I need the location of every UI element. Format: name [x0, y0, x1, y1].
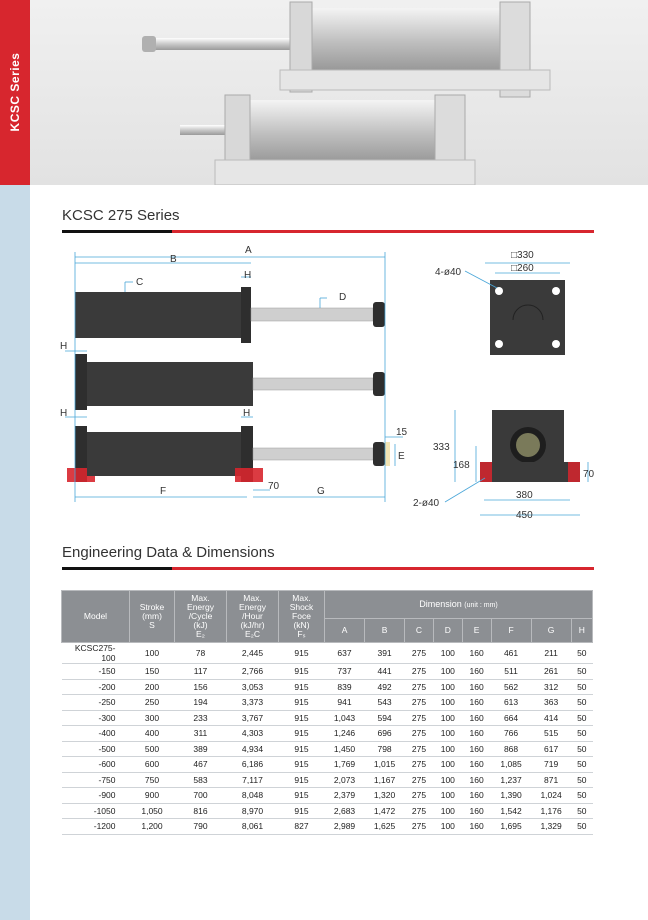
table-cell: 915 [279, 757, 325, 773]
table-cell: 915 [279, 695, 325, 711]
table-cell: 562 [491, 679, 531, 695]
header-dim-c: C [405, 619, 434, 643]
table-cell: 100 [433, 819, 462, 835]
header-dim-f: F [491, 619, 531, 643]
cell-model: -1050 [62, 803, 130, 819]
table-cell: 100 [433, 643, 462, 664]
table-cell: 915 [279, 726, 325, 742]
table-cell: 50 [571, 664, 592, 680]
table-cell: 543 [365, 695, 405, 711]
dim-label-450: 450 [516, 510, 533, 521]
cell-model: -750 [62, 772, 130, 788]
table-cell: 275 [405, 695, 434, 711]
table-cell: 312 [531, 679, 571, 695]
table-cell: 50 [571, 819, 592, 835]
table-cell: 78 [175, 643, 227, 664]
side-tab-label: KCSC Series [8, 52, 22, 132]
table-cell: 1,542 [491, 803, 531, 819]
dim-label-c: C [136, 277, 144, 288]
table-cell: 414 [531, 710, 571, 726]
table-cell: 3,373 [227, 695, 279, 711]
table-cell: 50 [571, 772, 592, 788]
table-row [62, 788, 593, 804]
table-row [62, 819, 593, 835]
dim-label-333: 333 [433, 442, 450, 453]
header-dimension: Dimension (unit : mm) [325, 591, 593, 619]
table-cell: 50 [571, 643, 592, 664]
table-cell: 515 [531, 726, 571, 742]
table-cell: 275 [405, 679, 434, 695]
table-row [62, 772, 593, 788]
table-cell: 100 [433, 664, 462, 680]
table-cell: 2,683 [325, 803, 365, 819]
table-cell: 441 [365, 664, 405, 680]
dim-label-4holes: 4-ø40 [435, 267, 462, 278]
table-cell: 600 [130, 757, 175, 773]
table-cell: 160 [462, 757, 491, 773]
cell-model: -150 [62, 664, 130, 680]
table-cell: 100 [433, 695, 462, 711]
table-row [62, 664, 593, 680]
table-cell: 1,015 [365, 757, 405, 773]
header-dim-e: E [462, 619, 491, 643]
dim-label-e: E [398, 451, 405, 462]
dim-label-f: F [160, 486, 167, 497]
table-cell: 1,695 [491, 819, 531, 835]
table-cell: 156 [175, 679, 227, 695]
table-cell: 816 [175, 803, 227, 819]
table-cell: 275 [405, 772, 434, 788]
table-cell: 915 [279, 664, 325, 680]
table-cell: 915 [279, 803, 325, 819]
table-cell: 160 [462, 772, 491, 788]
table-cell: 594 [365, 710, 405, 726]
header-dim-b: B [365, 619, 405, 643]
engineering-data-table [61, 590, 593, 835]
table-cell: 100 [433, 803, 462, 819]
dim-label-a: A [245, 245, 252, 256]
table-cell: 2,989 [325, 819, 365, 835]
table-cell: 7,117 [227, 772, 279, 788]
header-dim-d: D [433, 619, 462, 643]
table-body [62, 643, 593, 835]
side-tab [0, 0, 30, 920]
table-cell: 50 [571, 741, 592, 757]
cell-model: -250 [62, 695, 130, 711]
table-cell: 6,186 [227, 757, 279, 773]
table-cell: 871 [531, 772, 571, 788]
section-title-engineering: Engineering Data & Dimensions [62, 544, 275, 561]
header-stroke: Stroke (mm) S [130, 591, 175, 643]
cylinder-view-bottom [67, 426, 390, 482]
flange-end-view [490, 280, 565, 355]
section-rule-2 [62, 567, 594, 570]
table-cell: 4,934 [227, 741, 279, 757]
table-cell: 160 [462, 726, 491, 742]
cell-model: -900 [62, 788, 130, 804]
table-cell: 275 [405, 741, 434, 757]
header-energy-cycle: Max. Energy /Cycle (kJ) E₂ [175, 591, 227, 643]
header-model: Model [62, 591, 130, 643]
table-cell: 696 [365, 726, 405, 742]
table-cell: 160 [462, 788, 491, 804]
table-row [62, 643, 593, 664]
table-cell: 4,303 [227, 726, 279, 742]
cell-model: KCSC275-100 [62, 643, 130, 664]
table-cell: 915 [279, 679, 325, 695]
table-cell: 8,061 [227, 819, 279, 835]
table-row [62, 757, 593, 773]
table-cell: 275 [405, 819, 434, 835]
table-cell: 2,379 [325, 788, 365, 804]
table-cell: 915 [279, 710, 325, 726]
table-cell: 1,625 [365, 819, 405, 835]
dim-label-sq260: □260 [511, 263, 534, 274]
table-cell: 275 [405, 726, 434, 742]
table-cell: 511 [491, 664, 531, 680]
table-cell: 233 [175, 710, 227, 726]
table-cell: 2,073 [325, 772, 365, 788]
table-row [62, 803, 593, 819]
table-cell: 492 [365, 679, 405, 695]
table-cell: 664 [491, 710, 531, 726]
table-cell: 737 [325, 664, 365, 680]
table-row [62, 695, 593, 711]
table-cell: 915 [279, 643, 325, 664]
table-cell: 798 [365, 741, 405, 757]
side-tab-red [0, 0, 30, 185]
table-cell: 766 [491, 726, 531, 742]
table-cell: 275 [405, 757, 434, 773]
table-cell: 500 [130, 741, 175, 757]
table-cell: 1,237 [491, 772, 531, 788]
table-cell: 839 [325, 679, 365, 695]
table-cell: 100 [433, 772, 462, 788]
table-cell: 1,472 [365, 803, 405, 819]
dim-label-2holes: 2-ø40 [413, 498, 440, 509]
dim-label-b: B [170, 254, 177, 265]
table-cell: 275 [405, 664, 434, 680]
table-row [62, 741, 593, 757]
table-cell: 790 [175, 819, 227, 835]
table-cell: 311 [175, 726, 227, 742]
table-cell: 915 [279, 772, 325, 788]
dim-label-g: G [317, 486, 325, 497]
table-cell: 117 [175, 664, 227, 680]
table-cell: 100 [433, 726, 462, 742]
table-cell: 160 [462, 819, 491, 835]
table-cell: 3,767 [227, 710, 279, 726]
table-cell: 50 [571, 695, 592, 711]
table-cell: 261 [531, 664, 571, 680]
table-cell: 1,167 [365, 772, 405, 788]
table-cell: 3,053 [227, 679, 279, 695]
dim-label-70: 70 [268, 481, 280, 492]
table-cell: 461 [491, 643, 531, 664]
table-cell: 100 [433, 679, 462, 695]
table-cell: 915 [279, 788, 325, 804]
table-cell: 8,970 [227, 803, 279, 819]
table-cell: 637 [325, 643, 365, 664]
table-cell: 389 [175, 741, 227, 757]
table-cell: 160 [462, 710, 491, 726]
table-cell: 275 [405, 803, 434, 819]
table-cell: 1,246 [325, 726, 365, 742]
table-cell: 400 [130, 726, 175, 742]
table-cell: 617 [531, 741, 571, 757]
table-cell: 250 [130, 695, 175, 711]
dim-label-h-left1: H [60, 341, 68, 352]
table-cell: 160 [462, 741, 491, 757]
dim-label-380: 380 [516, 490, 533, 501]
table-cell: 467 [175, 757, 227, 773]
dimension-diagram [55, 240, 600, 530]
table-cell: 50 [571, 803, 592, 819]
table-cell: 150 [130, 664, 175, 680]
header-shock-force: Max. Shock Foce (kN) Fₛ [279, 591, 325, 643]
cell-model: -200 [62, 679, 130, 695]
table-cell: 300 [130, 710, 175, 726]
cell-model: -600 [62, 757, 130, 773]
dim-label-h-left2: H [60, 408, 68, 419]
table-cell: 194 [175, 695, 227, 711]
table-cell: 1,176 [531, 803, 571, 819]
table-cell: 275 [405, 643, 434, 664]
table-cell: 200 [130, 679, 175, 695]
table-cell: 160 [462, 803, 491, 819]
table-cell: 8,048 [227, 788, 279, 804]
table-cell: 868 [491, 741, 531, 757]
table-cell: 1,320 [365, 788, 405, 804]
dim-label-15: 15 [396, 427, 408, 438]
table-cell: 1,329 [531, 819, 571, 835]
dim-label-168: 168 [453, 460, 470, 471]
table-cell: 100 [433, 710, 462, 726]
table-cell: 583 [175, 772, 227, 788]
table-cell: 1,390 [491, 788, 531, 804]
cell-model: -300 [62, 710, 130, 726]
table-cell: 363 [531, 695, 571, 711]
table-cell: 750 [130, 772, 175, 788]
table-cell: 915 [279, 741, 325, 757]
table-cell: 160 [462, 643, 491, 664]
cell-model: -400 [62, 726, 130, 742]
product-hero-image [30, 0, 648, 185]
foot-front-view [480, 410, 580, 482]
table-cell: 719 [531, 757, 571, 773]
header-dim-a: A [325, 619, 365, 643]
dim-label-70-foot: 70 [583, 469, 595, 480]
table-cell: 211 [531, 643, 571, 664]
table-cell: 160 [462, 664, 491, 680]
table-cell: 160 [462, 695, 491, 711]
cell-model: -1200 [62, 819, 130, 835]
table-cell: 2,766 [227, 664, 279, 680]
table-cell: 1,085 [491, 757, 531, 773]
table-cell: 50 [571, 788, 592, 804]
header-energy-hour: Max. Energy /Hour (kJ/hr) E₂C [227, 591, 279, 643]
table-cell: 100 [130, 643, 175, 664]
table-cell: 900 [130, 788, 175, 804]
dim-label-h-right2: H [243, 408, 251, 419]
table-cell: 1,450 [325, 741, 365, 757]
table-cell: 391 [365, 643, 405, 664]
table-row [62, 679, 593, 695]
table-cell: 1,050 [130, 803, 175, 819]
header-dim-g: G [531, 619, 571, 643]
table-cell: 1,043 [325, 710, 365, 726]
cell-model: -500 [62, 741, 130, 757]
table-cell: 613 [491, 695, 531, 711]
table-cell: 100 [433, 757, 462, 773]
table-cell: 100 [433, 788, 462, 804]
dim-label-sq330: □330 [511, 250, 534, 261]
dim-label-d: D [339, 292, 347, 303]
table-cell: 275 [405, 788, 434, 804]
table-cell: 1,024 [531, 788, 571, 804]
table-row [62, 726, 593, 742]
table-cell: 50 [571, 710, 592, 726]
table-cell: 2,445 [227, 643, 279, 664]
table-cell: 941 [325, 695, 365, 711]
shock-absorber-photo [30, 0, 648, 185]
dim-label-h-top: H [244, 270, 252, 281]
table-cell: 1,200 [130, 819, 175, 835]
table-cell: 700 [175, 788, 227, 804]
table-cell: 275 [405, 710, 434, 726]
table-cell: 50 [571, 726, 592, 742]
table-cell: 50 [571, 679, 592, 695]
header-dim-h: H [571, 619, 592, 643]
table-cell: 1,769 [325, 757, 365, 773]
table-row [62, 710, 593, 726]
section-rule [62, 230, 594, 233]
section-title-series: KCSC 275 Series [62, 207, 180, 224]
table-cell: 100 [433, 741, 462, 757]
table-cell: 827 [279, 819, 325, 835]
table-cell: 50 [571, 757, 592, 773]
cylinder-view-middle [75, 354, 385, 410]
table-cell: 160 [462, 679, 491, 695]
